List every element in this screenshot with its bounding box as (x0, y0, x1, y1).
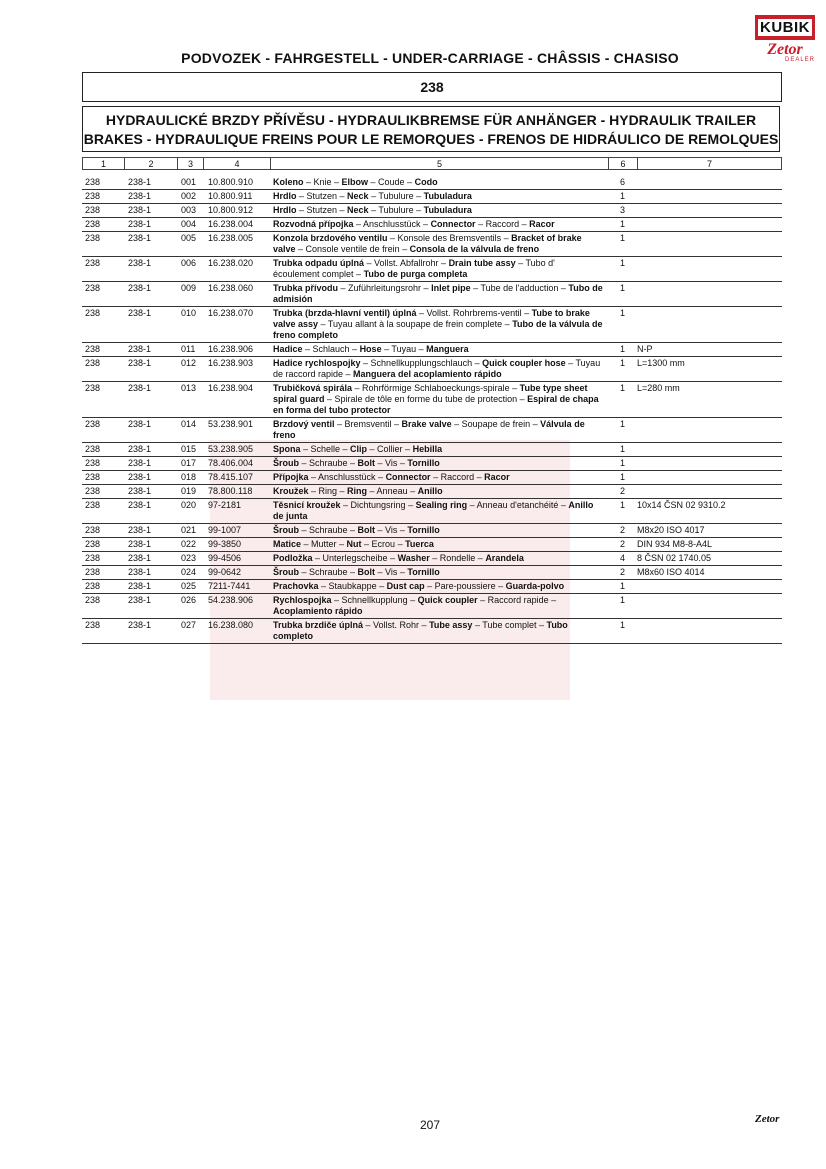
cell-description: Trubičková spirála – Rohrförmige Schlaboeckungs-spirale – Tube type sheet spiral guard – Spirale de tôle en forme du tube de protection – Espiral de chapa en forma del tubo protector (273, 383, 599, 415)
cell-c1: 238 (85, 539, 101, 549)
table-row (82, 218, 782, 232)
table-row (82, 457, 782, 471)
table-row (82, 443, 782, 457)
table-row (82, 566, 782, 580)
table-row (82, 343, 782, 357)
cell-c2: 238-1 (128, 308, 152, 318)
cell-c1: 238 (85, 581, 101, 591)
cell-c4: 53.238.905 (208, 444, 254, 454)
cell-c2: 238-1 (128, 553, 152, 563)
cell-c3: 018 (181, 472, 197, 482)
cell-c3: 026 (181, 595, 197, 605)
heading-line-1: HYDRAULICKÉ BRZDY PŘÍVĚSU - HYDRAULIKBREMSE FÜR ANHÄNGER - HYDRAULIK TRAILER (105, 112, 757, 128)
cell-description: Šroub – Schraube – Bolt – Vis – Tornillo (273, 458, 440, 468)
cell-c1: 238 (85, 233, 101, 243)
cell-c3: 011 (181, 344, 196, 354)
cell-c1: 238 (85, 567, 101, 577)
page-title: PODVOZEK - FAHRGESTELL - UNDER-CARRIAGE - CHÂSSIS - CHASISO (181, 50, 679, 66)
cell-c2: 238-1 (128, 205, 152, 215)
cell-c4: 10.800.912 (208, 205, 254, 215)
cell-c6: 1 (620, 383, 626, 393)
cell-c4: 78.800.118 (208, 486, 253, 496)
cell-c2: 238-1 (128, 444, 152, 454)
cell-c1: 238 (85, 177, 101, 187)
cell-description: Matice – Mutter – Nut – Ecrou – Tuerca (273, 539, 434, 549)
cell-c2: 238-1 (128, 344, 152, 354)
cell-c6: 1 (620, 283, 626, 293)
cell-c7: DIN 934 M8-8-A4L (637, 539, 713, 549)
cell-description: Trubka brzdiče úplná – Vollst. Rohr – Tube assy – Tube complet – Tubo completo (273, 620, 568, 641)
col-2: 2 (125, 158, 178, 170)
col-3: 3 (178, 158, 204, 170)
cell-c1: 238 (85, 472, 101, 482)
cell-c6: 1 (620, 444, 626, 454)
cell-description: Trubka odpadu úplná – Vollst. Abfallrohr – Drain tube assy – Tubo d' écoulement complet – Tubo de purga completa (273, 258, 555, 279)
zetor-logo: Zetor (767, 41, 803, 58)
table-row (82, 204, 782, 218)
parts-table (82, 176, 782, 644)
cell-c4: 16.238.020 (208, 258, 254, 268)
cell-c3: 019 (181, 486, 197, 496)
cell-c2: 238-1 (128, 383, 152, 393)
cell-description: Šroub – Schraube – Bolt – Vis – Tornillo (273, 525, 440, 535)
cell-c3: 024 (181, 567, 197, 577)
cell-c4: 78.406.004 (208, 458, 254, 468)
cell-c1: 238 (85, 219, 101, 229)
cell-c2: 238-1 (128, 525, 152, 535)
cell-c1: 238 (85, 344, 101, 354)
cell-c6: 1 (620, 595, 626, 605)
cell-c1: 238 (85, 486, 101, 496)
cell-c7: L=1300 mm (637, 358, 685, 368)
cell-description: Kroužek – Ring – Ring – Anneau – Anillo (273, 486, 443, 496)
cell-description: Trubka přívodu – Zuführleitungsrohr – Inlet pipe – Tube de l'adduction – Tubo de admisión (273, 283, 603, 304)
cell-c2: 238-1 (128, 472, 152, 482)
cell-c6: 2 (620, 539, 626, 549)
cell-description: Rychlospojka – Schnellkupplung – Quick coupler – Raccord rapide – Acoplamiento rápido (273, 595, 557, 616)
cell-c6: 1 (620, 581, 626, 591)
cell-description: Rozvodná přípojka – Anschlusstück – Connector – Raccord – Racor (273, 219, 555, 229)
cell-c2: 238-1 (128, 539, 152, 549)
col-7: 7 (638, 158, 782, 170)
cell-c4: 97-2181 (208, 500, 242, 510)
cell-description: Spona – Schelle – Clip – Collier – Hebilla (273, 444, 443, 454)
cell-c3: 022 (181, 539, 197, 549)
cell-c2: 238-1 (128, 581, 152, 591)
cell-c3: 006 (181, 258, 197, 268)
cell-c6: 1 (620, 233, 626, 243)
cell-c4: 99-1007 (208, 525, 242, 535)
cell-c4: 7211-7441 (208, 581, 251, 591)
cell-c4: 16.238.080 (208, 620, 254, 630)
table-row (82, 580, 782, 594)
cell-c1: 238 (85, 595, 101, 605)
table-row (82, 552, 782, 566)
col-6: 6 (609, 158, 638, 170)
cell-c6: 1 (620, 472, 626, 482)
cell-c6: 1 (620, 258, 626, 268)
cell-c2: 238-1 (128, 500, 152, 510)
cell-c2: 238-1 (128, 283, 152, 293)
cell-c7: L=280 mm (637, 383, 680, 393)
cell-c4: 16.238.005 (208, 233, 254, 243)
cell-c3: 009 (181, 283, 197, 293)
cell-c2: 238-1 (128, 620, 152, 630)
cell-c3: 017 (181, 458, 197, 468)
table-row (82, 257, 782, 282)
cell-c6: 1 (620, 358, 626, 368)
cell-c3: 004 (181, 219, 197, 229)
table-row (82, 307, 782, 343)
cell-c1: 238 (85, 383, 101, 393)
table-row (82, 382, 782, 418)
cell-description: Brzdový ventil – Bremsventil – Brake valve – Soupape de frein – Válvula de freno (273, 419, 585, 440)
cell-c2: 238-1 (128, 486, 152, 496)
cell-c4: 16.238.903 (208, 358, 254, 368)
cell-c4: 16.238.004 (208, 219, 254, 229)
group-number: 238 (82, 72, 782, 102)
cell-c2: 238-1 (128, 595, 152, 605)
col-5: 5 (271, 158, 609, 170)
cell-c1: 238 (85, 191, 101, 201)
cell-c1: 238 (85, 458, 101, 468)
cell-c6: 1 (620, 344, 626, 354)
cell-c6: 6 (620, 177, 626, 187)
cell-description: Šroub – Schraube – Bolt – Vis – Tornillo (273, 567, 440, 577)
cell-c3: 021 (181, 525, 197, 535)
cell-c6: 2 (620, 525, 626, 535)
cell-c3: 005 (181, 233, 197, 243)
table-row (82, 594, 782, 619)
cell-c2: 238-1 (128, 567, 152, 577)
cell-c4: 54.238.906 (208, 595, 254, 605)
cell-description: Hadice rychlospojky – Schnellkupplungschlauch – Quick coupler hose – Tuyau de raccord rapide – Manguera del acoplamiento rápido (273, 358, 601, 379)
col-1: 1 (83, 158, 125, 170)
cell-c3: 015 (181, 444, 197, 454)
cell-c3: 020 (181, 500, 197, 510)
cell-c1: 238 (85, 525, 101, 535)
cell-c3: 002 (181, 191, 197, 201)
dealer-label: DEALER (784, 57, 815, 63)
table-row (82, 190, 782, 204)
cell-c2: 238-1 (128, 419, 152, 429)
cell-c6: 1 (620, 219, 626, 229)
cell-c2: 238-1 (128, 458, 152, 468)
table-row (82, 524, 782, 538)
cell-c1: 238 (85, 620, 101, 630)
cell-c6: 1 (620, 308, 626, 318)
section-heading (82, 106, 780, 152)
cell-c6: 1 (620, 419, 626, 429)
cell-description: Konzola brzdového ventilu – Konsole des Bremsventils – Bracket of brake valve – Console ventile de frein – Consola de la válvula de freno (273, 233, 582, 254)
cell-c1: 238 (85, 419, 101, 429)
cell-c4: 16.238.070 (208, 308, 254, 318)
cell-c2: 238-1 (128, 219, 152, 229)
table-row (82, 485, 782, 499)
cell-c6: 2 (620, 567, 626, 577)
cell-c7: N-P (637, 344, 653, 354)
table-row (82, 471, 782, 485)
cell-c7: 8 ČSN 02 1740.05 (637, 553, 712, 563)
cell-description: Přípojka – Anschlusstück – Connector – Raccord – Racor (273, 472, 510, 482)
cell-c4: 16.238.060 (208, 283, 254, 293)
cell-c2: 238-1 (128, 233, 152, 243)
table-row (82, 418, 782, 443)
cell-description: Hadice – Schlauch – Hose – Tuyau – Manguera (273, 344, 469, 354)
page-number: 207 (419, 1118, 441, 1132)
cell-c3: 001 (181, 177, 197, 187)
cell-c1: 238 (85, 358, 101, 368)
cell-description: Hrdlo – Stutzen – Neck – Tubulure – Tubuladura (273, 191, 472, 201)
table-row (82, 357, 782, 382)
cell-c3: 013 (181, 383, 197, 393)
cell-c1: 238 (85, 553, 101, 563)
cell-c6: 3 (620, 205, 626, 215)
cell-c3: 027 (181, 620, 197, 630)
column-header (82, 157, 782, 170)
footer-zetor-logo: Zetor (755, 1113, 780, 1125)
cell-c4: 16.238.906 (208, 344, 254, 354)
cell-c6: 1 (620, 191, 626, 201)
table-row (82, 619, 782, 644)
cell-c3: 025 (181, 581, 197, 591)
cell-c1: 238 (85, 283, 101, 293)
cell-c7: 10x14 ČSN 02 9310.2 (637, 500, 726, 510)
cell-c4: 99-3850 (208, 539, 242, 549)
cell-c1: 238 (85, 308, 101, 318)
cell-description: Trubka (brzda-hlavní ventil) úplná – Vollst. Rohrbrems-ventil – Tube to brake valve assy – Tuyau allant à la soupape de frein complete – Tubo de la válvula de freno completo (273, 308, 603, 340)
cell-description: Těsnicí kroužek – Dichtungsring – Sealing ring – Anneau d'etanchéité – Anillo de junta (273, 500, 594, 521)
cell-c2: 238-1 (128, 177, 152, 187)
cell-c6: 1 (620, 500, 626, 510)
cell-c1: 238 (85, 205, 101, 215)
cell-c6: 4 (620, 553, 626, 563)
cell-c6: 1 (620, 458, 626, 468)
cell-description: Koleno – Knie – Elbow – Coude – Codo (273, 177, 438, 187)
cell-c3: 003 (181, 205, 197, 215)
heading-line-2: BRAKES - HYDRAULIQUE FREINS POUR LE REMORQUES - FRENOS DE HIDRÁULICO DE REMOLQUES (83, 131, 779, 147)
cell-c2: 238-1 (128, 258, 152, 268)
cell-c3: 014 (181, 419, 197, 429)
table-row (82, 499, 782, 524)
cell-c3: 023 (181, 553, 197, 563)
cell-description: Hrdlo – Stutzen – Neck – Tubulure – Tubuladura (273, 205, 472, 215)
cell-c4: 10.800.911 (208, 191, 253, 201)
table-row (82, 538, 782, 552)
cell-c6: 2 (620, 486, 626, 496)
cell-c4: 16.238.904 (208, 383, 254, 393)
table-row (82, 282, 782, 307)
cell-c3: 010 (181, 308, 197, 318)
cell-c4: 99-4506 (208, 553, 242, 563)
cell-c1: 238 (85, 444, 101, 454)
cell-description: Prachovka – Staubkappe – Dust cap – Pare-poussiere – Guarda-polvo (273, 581, 565, 591)
cell-c4: 78.415.107 (208, 472, 254, 482)
cell-c2: 238-1 (128, 358, 152, 368)
cell-c7: M8x20 ISO 4017 (637, 525, 705, 535)
cell-c6: 1 (620, 620, 626, 630)
table-row (82, 176, 782, 190)
cell-c1: 238 (85, 500, 101, 510)
cell-c4: 10.800.910 (208, 177, 254, 187)
cell-c2: 238-1 (128, 191, 152, 201)
cell-c4: 53.238.901 (208, 419, 254, 429)
table-row (82, 232, 782, 257)
col-4: 4 (204, 158, 271, 170)
cell-c4: 99-0642 (208, 567, 242, 577)
cell-c7: M8x60 ISO 4014 (637, 567, 705, 577)
kubik-logo: KUBIK (755, 15, 815, 40)
cell-c1: 238 (85, 258, 101, 268)
cell-c3: 012 (181, 358, 197, 368)
cell-description: Podložka – Unterlegscheibe – Washer – Rondelle – Arandela (273, 553, 524, 563)
